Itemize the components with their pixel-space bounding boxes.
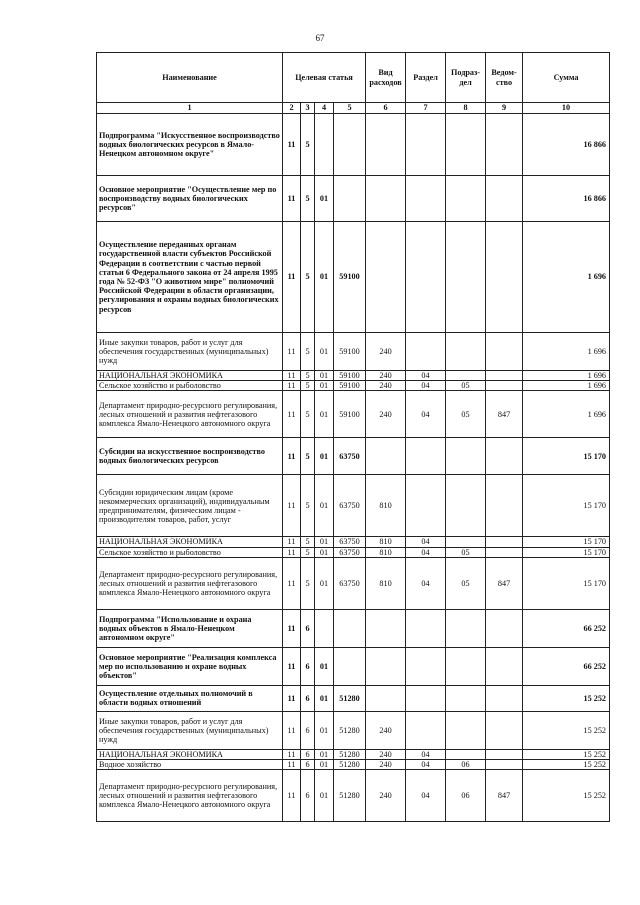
department-cell <box>486 475 523 537</box>
code-program-cell: 11 <box>283 381 301 391</box>
code-subprogram-cell: 5 <box>301 391 315 438</box>
amount-cell: 15 252 <box>523 711 610 749</box>
table-row <box>97 381 610 391</box>
department-cell <box>486 438 523 475</box>
subsection-cell <box>446 537 486 547</box>
subsection-cell: 06 <box>446 760 486 770</box>
row-name-cell: НАЦИОНАЛЬНАЯ ЭКОНОМИКА <box>97 371 283 381</box>
code-direction-cell: 51280 <box>334 685 366 711</box>
department-cell <box>486 760 523 770</box>
code-direction-cell: 59100 <box>334 333 366 371</box>
expense-type-cell <box>366 114 406 176</box>
row-name-cell: Иные закупки товаров, работ и услуг для обеспечения государственных (муниципальных) нужд <box>97 711 283 749</box>
section-cell <box>406 475 446 537</box>
department-cell <box>486 609 523 647</box>
code-measure-cell: 01 <box>315 547 334 557</box>
department-cell: 847 <box>486 557 523 609</box>
code-measure-cell: 01 <box>315 222 334 333</box>
header-podrazdel: Подраз-дел <box>446 53 486 103</box>
header-razdel: Раздел <box>406 53 446 103</box>
code-program-cell: 11 <box>283 770 301 822</box>
column-number: 8 <box>446 103 486 114</box>
header-name: Наименование <box>97 53 283 103</box>
table-row <box>97 222 610 333</box>
row-name-cell: Сельское хозяйство и рыболовство <box>97 381 283 391</box>
expense-type-cell: 810 <box>366 537 406 547</box>
code-program-cell: 11 <box>283 647 301 685</box>
code-subprogram-cell: 5 <box>301 438 315 475</box>
amount-cell: 1 696 <box>523 222 610 333</box>
expense-type-cell <box>366 176 406 222</box>
column-number: 3 <box>301 103 315 114</box>
table-row <box>97 711 610 749</box>
row-name-cell: Осуществление переданных органам государственной власти субъектов Российской Федерации в соответствии с частью первой статьи 6 Федерального закона от 24 апреля 1995 года № 52-ФЗ "О животном мире" полномочий Российской Федерации в области организации, регулирования и охраны водных биологических ресурсов <box>97 222 283 333</box>
subsection-cell: 05 <box>446 381 486 391</box>
department-cell <box>486 222 523 333</box>
code-subprogram-cell: 6 <box>301 711 315 749</box>
code-subprogram-cell: 5 <box>301 537 315 547</box>
amount-cell: 1 696 <box>523 333 610 371</box>
subsection-cell: 06 <box>446 770 486 822</box>
code-direction-cell: 51280 <box>334 749 366 759</box>
column-number-row <box>97 103 610 114</box>
code-program-cell: 11 <box>283 333 301 371</box>
code-measure-cell: 01 <box>315 333 334 371</box>
code-subprogram-cell: 6 <box>301 609 315 647</box>
subsection-cell <box>446 222 486 333</box>
department-cell: 847 <box>486 770 523 822</box>
table-row <box>97 760 610 770</box>
budget-table <box>96 52 610 822</box>
amount-cell: 1 696 <box>523 381 610 391</box>
table-row <box>97 537 610 547</box>
expense-type-cell: 240 <box>366 711 406 749</box>
code-program-cell: 11 <box>283 176 301 222</box>
code-direction-cell: 63750 <box>334 547 366 557</box>
department-cell <box>486 371 523 381</box>
expense-type-cell: 240 <box>366 333 406 371</box>
row-name-cell: Субсидии на искусственное воспроизводство водных биологических ресурсов <box>97 438 283 475</box>
expense-type-cell: 240 <box>366 381 406 391</box>
header-row <box>97 53 610 103</box>
amount-cell: 15 170 <box>523 557 610 609</box>
code-direction-cell: 63750 <box>334 475 366 537</box>
code-program-cell: 11 <box>283 711 301 749</box>
code-subprogram-cell: 5 <box>301 176 315 222</box>
code-program-cell: 11 <box>283 685 301 711</box>
code-direction-cell <box>334 647 366 685</box>
code-subprogram-cell: 6 <box>301 749 315 759</box>
expense-type-cell: 810 <box>366 475 406 537</box>
department-cell <box>486 333 523 371</box>
amount-cell: 15 252 <box>523 760 610 770</box>
department-cell <box>486 176 523 222</box>
code-measure-cell: 01 <box>315 438 334 475</box>
code-direction-cell: 59100 <box>334 391 366 438</box>
section-cell: 04 <box>406 760 446 770</box>
code-direction-cell: 63750 <box>334 537 366 547</box>
column-number: 1 <box>97 103 283 114</box>
code-subprogram-cell: 5 <box>301 114 315 176</box>
code-measure-cell: 01 <box>315 391 334 438</box>
code-direction-cell: 59100 <box>334 371 366 381</box>
row-name-cell: Подпрограмма "Использование и охрана водных объектов в Ямало-Ненецком автономном округе" <box>97 609 283 647</box>
code-subprogram-cell: 6 <box>301 770 315 822</box>
expense-type-cell <box>366 647 406 685</box>
amount-cell: 1 696 <box>523 391 610 438</box>
code-program-cell: 11 <box>283 114 301 176</box>
section-cell: 04 <box>406 537 446 547</box>
section-cell <box>406 333 446 371</box>
code-subprogram-cell: 5 <box>301 475 315 537</box>
department-cell <box>486 547 523 557</box>
amount-cell: 15 252 <box>523 749 610 759</box>
section-cell <box>406 685 446 711</box>
column-number: 6 <box>366 103 406 114</box>
code-program-cell: 11 <box>283 760 301 770</box>
code-measure-cell: 01 <box>315 770 334 822</box>
code-direction-cell <box>334 176 366 222</box>
column-number: 4 <box>315 103 334 114</box>
subsection-cell: 05 <box>446 547 486 557</box>
subsection-cell <box>446 114 486 176</box>
header-summa: Сумма <box>523 53 610 103</box>
expense-type-cell <box>366 438 406 475</box>
section-cell <box>406 438 446 475</box>
department-cell: 847 <box>486 391 523 438</box>
row-name-cell: Департамент природно-ресурсного регулирования, лесных отношений и развития нефтегазового комплекса Ямало-Ненецкого автономного округа <box>97 770 283 822</box>
code-direction-cell: 63750 <box>334 438 366 475</box>
department-cell <box>486 537 523 547</box>
code-measure-cell: 01 <box>315 475 334 537</box>
code-subprogram-cell: 5 <box>301 381 315 391</box>
row-name-cell: Субсидии юридическим лицам (кроме некоммерческих организаций), индивидуальным предпринимателям, физическим лицам - производителям товаров, работ, услуг <box>97 475 283 537</box>
department-cell <box>486 114 523 176</box>
subsection-cell: 05 <box>446 391 486 438</box>
column-number: 2 <box>283 103 301 114</box>
code-direction-cell: 63750 <box>334 557 366 609</box>
code-program-cell: 11 <box>283 537 301 547</box>
row-name-cell: Сельское хозяйство и рыболовство <box>97 547 283 557</box>
code-measure-cell: 01 <box>315 760 334 770</box>
table-row <box>97 371 610 381</box>
department-cell <box>486 647 523 685</box>
code-program-cell: 11 <box>283 547 301 557</box>
expense-type-cell: 810 <box>366 557 406 609</box>
code-subprogram-cell: 5 <box>301 222 315 333</box>
expense-type-cell: 240 <box>366 749 406 759</box>
row-name-cell: Водное хозяйство <box>97 760 283 770</box>
subsection-cell <box>446 711 486 749</box>
column-number: 9 <box>486 103 523 114</box>
code-measure-cell: 01 <box>315 381 334 391</box>
code-measure-cell: 01 <box>315 557 334 609</box>
header-vid: Вид расходов <box>366 53 406 103</box>
amount-cell: 15 252 <box>523 770 610 822</box>
amount-cell: 15 170 <box>523 547 610 557</box>
code-subprogram-cell: 5 <box>301 547 315 557</box>
amount-cell: 15 170 <box>523 537 610 547</box>
code-program-cell: 11 <box>283 557 301 609</box>
code-direction-cell <box>334 609 366 647</box>
code-direction-cell <box>334 114 366 176</box>
code-direction-cell: 51280 <box>334 760 366 770</box>
code-subprogram-cell: 5 <box>301 333 315 371</box>
section-cell <box>406 647 446 685</box>
subsection-cell <box>446 176 486 222</box>
table-row <box>97 647 610 685</box>
amount-cell: 15 170 <box>523 438 610 475</box>
expense-type-cell <box>366 609 406 647</box>
row-name-cell: Основное мероприятие "Осуществление мер по воспроизводству водных биологических ресурсов" <box>97 176 283 222</box>
section-cell: 04 <box>406 770 446 822</box>
table-row <box>97 557 610 609</box>
expense-type-cell: 240 <box>366 770 406 822</box>
subsection-cell <box>446 333 486 371</box>
code-program-cell: 11 <box>283 609 301 647</box>
row-name-cell: Департамент природно-ресурсного регулирования, лесных отношений и развития нефтегазового комплекса Ямало-Ненецкого автономного округа <box>97 557 283 609</box>
table-row <box>97 176 610 222</box>
code-direction-cell: 51280 <box>334 711 366 749</box>
code-measure-cell: 01 <box>315 371 334 381</box>
code-measure-cell <box>315 114 334 176</box>
code-direction-cell: 51280 <box>334 770 366 822</box>
table-row <box>97 609 610 647</box>
section-cell <box>406 176 446 222</box>
subsection-cell <box>446 371 486 381</box>
code-measure-cell: 01 <box>315 176 334 222</box>
table-row <box>97 547 610 557</box>
section-cell: 04 <box>406 371 446 381</box>
amount-cell: 15 252 <box>523 685 610 711</box>
section-cell <box>406 114 446 176</box>
section-cell: 04 <box>406 557 446 609</box>
section-cell <box>406 609 446 647</box>
header-vedomstvo: Ведом-ство <box>486 53 523 103</box>
code-subprogram-cell: 6 <box>301 647 315 685</box>
subsection-cell: 05 <box>446 557 486 609</box>
expense-type-cell: 240 <box>366 391 406 438</box>
amount-cell: 66 252 <box>523 609 610 647</box>
expense-type-cell: 240 <box>366 371 406 381</box>
code-subprogram-cell: 5 <box>301 557 315 609</box>
section-cell: 04 <box>406 749 446 759</box>
subsection-cell <box>446 438 486 475</box>
row-name-cell: НАЦИОНАЛЬНАЯ ЭКОНОМИКА <box>97 749 283 759</box>
table-body <box>97 114 610 822</box>
code-program-cell: 11 <box>283 222 301 333</box>
row-name-cell: Подпрограмма "Искусственное воспроизводство водных биологических ресурсов в Ямало-Ненецком автономном округе" <box>97 114 283 176</box>
row-name-cell: Осуществление отдельных полномочий в области водных отношений <box>97 685 283 711</box>
code-direction-cell: 59100 <box>334 222 366 333</box>
amount-cell: 15 170 <box>523 475 610 537</box>
code-subprogram-cell: 6 <box>301 685 315 711</box>
section-cell: 04 <box>406 547 446 557</box>
department-cell <box>486 749 523 759</box>
code-program-cell: 11 <box>283 749 301 759</box>
table-row <box>97 685 610 711</box>
department-cell <box>486 381 523 391</box>
code-direction-cell: 59100 <box>334 381 366 391</box>
code-measure-cell: 01 <box>315 537 334 547</box>
amount-cell: 16 866 <box>523 114 610 176</box>
subsection-cell <box>446 475 486 537</box>
section-cell <box>406 711 446 749</box>
column-number: 7 <box>406 103 446 114</box>
table-row <box>97 114 610 176</box>
code-subprogram-cell: 5 <box>301 371 315 381</box>
table-row <box>97 749 610 759</box>
row-name-cell: Департамент природно-ресурсного регулирования, лесных отношений и развития нефтегазового комплекса Ямало-Ненецкого автономного округа <box>97 391 283 438</box>
subsection-cell <box>446 685 486 711</box>
expense-type-cell: 240 <box>366 760 406 770</box>
code-program-cell: 11 <box>283 391 301 438</box>
code-program-cell: 11 <box>283 475 301 537</box>
row-name-cell: НАЦИОНАЛЬНАЯ ЭКОНОМИКА <box>97 537 283 547</box>
row-name-cell: Основное мероприятие "Реализация комплекса мер по использованию и охране водных объектов" <box>97 647 283 685</box>
code-subprogram-cell: 6 <box>301 760 315 770</box>
code-program-cell: 11 <box>283 371 301 381</box>
section-cell <box>406 222 446 333</box>
department-cell <box>486 711 523 749</box>
code-measure-cell: 01 <box>315 685 334 711</box>
table-row <box>97 475 610 537</box>
header-target: Целевая статья <box>283 53 366 103</box>
table-row <box>97 333 610 371</box>
subsection-cell <box>446 749 486 759</box>
code-program-cell: 11 <box>283 438 301 475</box>
row-name-cell: Иные закупки товаров, работ и услуг для обеспечения государственных (муниципальных) нужд <box>97 333 283 371</box>
amount-cell: 16 866 <box>523 176 610 222</box>
section-cell: 04 <box>406 391 446 438</box>
code-measure-cell: 01 <box>315 647 334 685</box>
expense-type-cell <box>366 222 406 333</box>
page-number: 67 <box>315 33 325 43</box>
table-row <box>97 438 610 475</box>
subsection-cell <box>446 609 486 647</box>
subsection-cell <box>446 647 486 685</box>
expense-type-cell: 810 <box>366 547 406 557</box>
table-row <box>97 770 610 822</box>
column-number: 10 <box>523 103 610 114</box>
column-number: 5 <box>334 103 366 114</box>
section-cell: 04 <box>406 381 446 391</box>
amount-cell: 1 696 <box>523 371 610 381</box>
amount-cell: 66 252 <box>523 647 610 685</box>
expense-type-cell <box>366 685 406 711</box>
table-row <box>97 391 610 438</box>
code-measure-cell: 01 <box>315 749 334 759</box>
department-cell <box>486 685 523 711</box>
code-measure-cell: 01 <box>315 711 334 749</box>
code-measure-cell <box>315 609 334 647</box>
